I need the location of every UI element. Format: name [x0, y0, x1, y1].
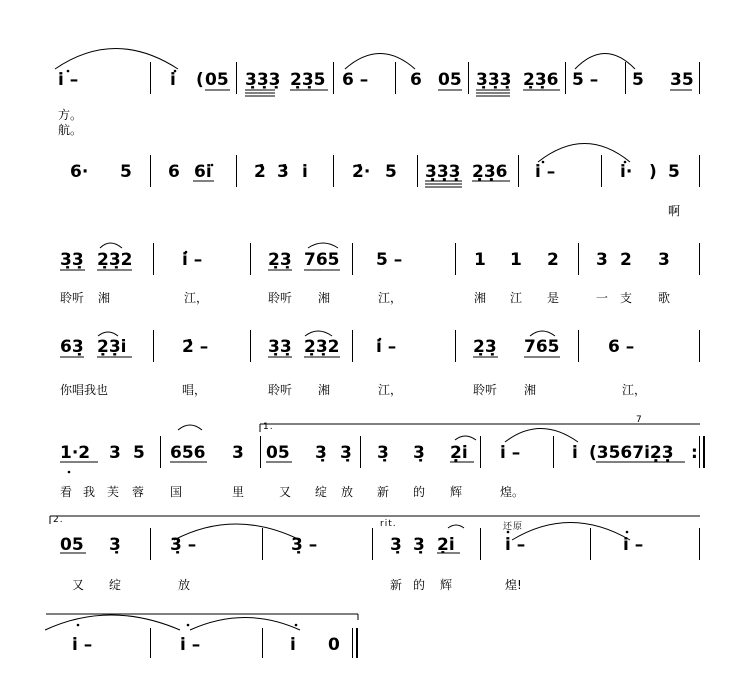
barline: [699, 62, 700, 94]
barline: [699, 436, 700, 468]
note: 3̣ –: [170, 535, 197, 555]
barline: [352, 330, 353, 362]
note: i̇ –: [376, 337, 397, 357]
barline: [625, 62, 626, 94]
lyric: 新: [390, 578, 403, 592]
note: 2̣3̣6: [472, 162, 508, 182]
note: i̇ –: [182, 250, 203, 270]
barline: [601, 155, 602, 187]
barline: [150, 62, 151, 94]
note: i̇ –: [58, 70, 79, 90]
slur: [448, 525, 464, 528]
lyric: 江，: [622, 383, 647, 397]
note: 2̇ –: [182, 337, 209, 357]
note: 2̣3̣: [268, 250, 292, 270]
note: 6i̇: [194, 162, 212, 182]
tempo-back: 还原: [503, 522, 524, 532]
lyric: 新: [377, 485, 390, 499]
barline: [262, 628, 263, 658]
lyric: 湘: [524, 383, 537, 397]
note: i̇: [302, 162, 308, 182]
note: 2̇·: [352, 162, 371, 182]
note: 2̣3̣2: [304, 337, 340, 357]
lyric: 辉: [450, 485, 463, 499]
ornament: 7: [636, 415, 643, 425]
note: 3̣3̣3̣: [476, 70, 512, 90]
note: 05: [438, 70, 462, 90]
slur: [305, 331, 332, 336]
lyric: 啊: [668, 204, 681, 218]
barline: [578, 330, 579, 362]
lyric: 又: [72, 578, 85, 592]
note: 05: [205, 70, 229, 90]
note: 3̣3̣3̣: [425, 162, 461, 182]
barline: [565, 62, 566, 94]
barline: [160, 436, 161, 468]
note: 2: [620, 250, 632, 270]
lyric: 歌: [658, 291, 671, 305]
barline: [236, 62, 237, 94]
lyric: 的: [413, 485, 426, 499]
barline: [480, 436, 481, 468]
barline: [360, 436, 361, 468]
note: 1: [510, 250, 522, 270]
note: 1: [474, 250, 486, 270]
note: ): [649, 162, 657, 182]
barline: [518, 155, 519, 187]
barline: [699, 155, 700, 187]
barline: [150, 528, 151, 560]
slur: [308, 243, 338, 248]
lyric: 聆听: [60, 291, 85, 305]
lyric: 放: [178, 578, 191, 592]
note: 5 –: [572, 70, 599, 90]
note: 05: [266, 443, 290, 463]
note: 2̣3̣i: [97, 337, 127, 357]
barline: [699, 528, 700, 560]
note: 3̣: [390, 535, 402, 555]
note: 3̣: [109, 535, 121, 555]
lyric: 国: [170, 485, 183, 499]
note: 63̣: [60, 337, 84, 357]
note: 3: [596, 250, 608, 270]
note: 2̣i: [450, 443, 468, 463]
note: 2̇: [254, 162, 266, 182]
barline: [150, 628, 151, 658]
lyric: 湘: [98, 291, 111, 305]
note: 6 –: [608, 337, 635, 357]
slur: [55, 49, 178, 70]
slur: [345, 54, 415, 70]
note: 0: [328, 635, 340, 655]
note: 5 –: [376, 250, 403, 270]
barline: [250, 243, 251, 275]
slur: [512, 523, 630, 541]
lyric: 的: [413, 578, 426, 592]
lyric: 方。: [58, 108, 83, 122]
note: 35: [670, 70, 694, 90]
note: i̇·: [620, 162, 633, 182]
slur: [190, 618, 300, 631]
note: 2̣i: [437, 535, 455, 555]
lyric: 支: [620, 291, 633, 305]
barline: [333, 155, 334, 187]
lyric: 航。: [58, 123, 83, 137]
note: 765: [524, 337, 560, 357]
lyric: 你唱我也: [60, 383, 109, 397]
note: 5: [120, 162, 132, 182]
note: 3̣3̣: [60, 250, 84, 270]
note: 6 –: [342, 70, 369, 90]
lyric: 唱，: [182, 383, 207, 397]
note: i̇: [572, 443, 578, 463]
slur: [505, 429, 578, 443]
slur: [178, 425, 202, 430]
note: 3̇: [277, 162, 289, 182]
volta-2: 2.: [53, 515, 64, 525]
note: 3: [658, 250, 670, 270]
note: 2̣3̣6: [523, 70, 559, 90]
barline: [262, 528, 263, 560]
lyric: 江，: [378, 383, 403, 397]
note: 3̣: [315, 443, 327, 463]
slur: [100, 243, 122, 248]
lyric: 绽: [109, 578, 122, 592]
note: 3: [109, 443, 121, 463]
final-barline: [356, 628, 358, 658]
note: 6·: [70, 162, 89, 182]
note: 2̣3̣2: [97, 250, 133, 270]
note: 3̣3̣3̣: [245, 70, 281, 90]
note: i̇ –: [72, 635, 93, 655]
note: 1·2: [60, 443, 91, 463]
lyric: 芙: [107, 485, 120, 499]
barline: [333, 62, 334, 94]
slur: [530, 331, 555, 336]
note: 5: [668, 162, 680, 182]
note: i̇ –: [180, 635, 201, 655]
barline: [578, 243, 579, 275]
lyric: 辉: [440, 578, 453, 592]
slur: [45, 615, 180, 630]
barline: [590, 528, 591, 560]
repeat-sign: :: [691, 443, 698, 463]
note: 6: [168, 162, 180, 182]
barline: [395, 62, 396, 94]
note: 5: [385, 162, 397, 182]
note: i̇ –: [500, 443, 521, 463]
note: 3̣: [340, 443, 352, 463]
lyric: 我: [83, 485, 96, 499]
note: 3̣3̣: [268, 337, 292, 357]
barline: [352, 628, 353, 658]
lyric: 湘: [474, 291, 487, 305]
barline: [372, 528, 373, 560]
lyric: 聆听: [268, 291, 293, 305]
slur: [98, 332, 118, 336]
note: i̇: [290, 635, 296, 655]
barline: [699, 330, 700, 362]
note: 5: [632, 70, 644, 90]
lyric: 江，: [378, 291, 403, 305]
barline: [236, 155, 237, 187]
lyric: 湘: [318, 291, 331, 305]
note: i̇ –: [505, 535, 526, 555]
barline: [699, 243, 700, 275]
slur: [538, 144, 630, 163]
barline: [150, 155, 151, 187]
lyric: 聆听: [473, 383, 498, 397]
slur: [575, 54, 635, 70]
lyric: 江: [510, 291, 523, 305]
note: 3̣: [413, 535, 425, 555]
note: (: [196, 70, 204, 90]
note: i̇ –: [623, 535, 644, 555]
lyric: 蓉: [132, 485, 145, 499]
lyric: 一: [596, 291, 609, 305]
note: 3̣ –: [291, 535, 318, 555]
note: 2̣3̣: [473, 337, 497, 357]
note: (3567i̇2̣3̣: [589, 443, 674, 463]
note: 3̣: [377, 443, 389, 463]
lyric: 煌。: [500, 485, 525, 499]
lyric: 江，: [184, 291, 209, 305]
lyric: 聆听: [268, 383, 293, 397]
barline: [260, 436, 261, 468]
barline: [153, 330, 154, 362]
note: 3: [232, 443, 244, 463]
barline: [455, 243, 456, 275]
final-barline: [703, 436, 705, 468]
note: i̇: [170, 70, 176, 90]
barline: [153, 243, 154, 275]
note: 656: [170, 443, 206, 463]
barline: [480, 528, 481, 560]
barline: [250, 330, 251, 362]
note: 2̣3̣5: [290, 70, 326, 90]
barline: [417, 155, 418, 187]
note: 05: [60, 535, 84, 555]
note: 5: [133, 443, 145, 463]
lyric: 里: [232, 485, 245, 499]
note: i̇ –: [535, 162, 556, 182]
note: 765: [304, 250, 340, 270]
lyric: 煌!: [505, 578, 522, 592]
note: 2: [547, 250, 559, 270]
lyric: 又: [279, 485, 292, 499]
barline: [468, 62, 469, 94]
lyric: 放: [341, 485, 354, 499]
barline: [352, 243, 353, 275]
lyric: 湘: [318, 383, 331, 397]
barline: [553, 436, 554, 468]
note: 3̣: [413, 443, 425, 463]
tempo-rit: rit.: [380, 519, 397, 529]
volta-1: 1.: [263, 422, 274, 432]
note: 6: [410, 70, 422, 90]
barline: [455, 330, 456, 362]
lyric: 看: [60, 485, 73, 499]
lyric: 是: [547, 291, 560, 305]
lyric: 绽: [315, 485, 328, 499]
slur: [455, 436, 476, 440]
